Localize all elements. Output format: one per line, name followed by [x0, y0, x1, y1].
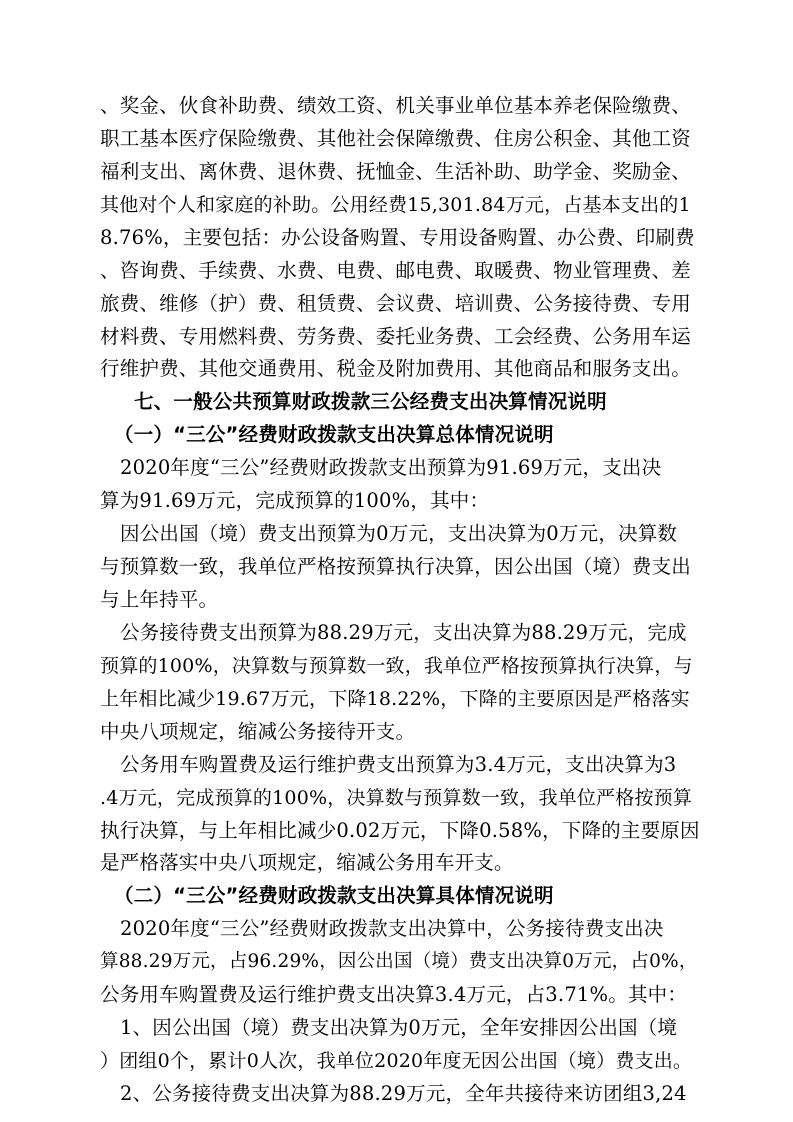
paragraph-start: 公务用车购置费及运行维护费支出预算为3.4万元，支出决算为3 [120, 752, 677, 776]
paragraph-start: 公务接待费支出预算为88.29万元，支出决算为88.29万元，完成 [120, 620, 687, 644]
text-line: 福利支出、离休费、退休费、抚恤金、生活补助、助学金、奖励金、 [100, 159, 692, 183]
subsection-heading: （一）“三公”经费财政拨款支出决算总体情况说明 [114, 423, 554, 447]
text-line: 8.76%，主要包括：办公设备购置、专用设备购置、办公费、印刷费 [100, 225, 695, 249]
text-line: 行维护费、其他交通费用、税金及附加费用、其他商品和服务支出。 [100, 357, 692, 381]
text-line: 算88.29万元，占96.29%，因公出国（境）费支出决算0万元，占0%， [100, 951, 698, 973]
text-line: .4万元，完成预算的100%，决算数与预算数一致，我单位严格按预算 [100, 786, 693, 809]
text-line: 材料费、专用燃料费、劳务费、委托业务费、工会经费、公务用车运 [100, 324, 692, 348]
text-line: 预算的100%，决算数与预算数一致，我单位严格按预算执行决算，与 [100, 654, 693, 677]
text-line: 公务用车购置费及运行维护费支出决算3.4万元，占3.71%。其中： [100, 983, 688, 1007]
text-line: 是严格落实中央八项规定，缩减公务用车开支。 [100, 851, 514, 875]
text-line: 算为91.69万元，完成预算的100%，其中： [100, 489, 490, 513]
text-line: 其他对个人和家庭的补助。公用经费15,301.84万元，占基本支出的1 [100, 193, 691, 216]
text-line: 上年相比减少19.67万元，下降18.22%，下降的主要原因是严格落实 [100, 687, 690, 710]
text-line: 旅费、维修（护）费、租赁费、会议费、培训费、公务接待费、专用 [100, 291, 692, 315]
text-line: 与上年持平。 [100, 588, 219, 611]
paragraph-start: 因公出国（境）费支出预算为0万元，支出决算为0万元，决算数 [120, 522, 678, 546]
section-heading: 七、一般公共预算财政拨款三公经费支出决算情况说明 [134, 390, 607, 414]
text-line: 与预算数一致，我单位严格按预算执行决算，因公出国（境）费支出 [100, 555, 692, 579]
text-line: ）团组0个，累计0人次，我单位2020年度无因公出国（境）费支出。 [100, 1050, 693, 1073]
paragraph-start: 2、公务接待费支出决算为88.29万元，全年共接待来访团组3,24 [120, 1082, 687, 1105]
paragraph-start: 2020年度“三公”经费财政拨款支出决算中，公务接待费支出决 [120, 917, 664, 941]
text-line: 、奖金、伙食补助费、绩效工资、机关事业单位基本养老保险缴费、 [100, 94, 692, 117]
text-line: 执行决算，与上年相比减少0.02万元，下降0.58%，下降的主要原因 [100, 818, 700, 842]
text-line: 中央八项规定，缩减公务接待开支。 [100, 719, 416, 743]
text-line: 、咨询费、手续费、水费、电费、邮电费、取暖费、物业管理费、差 [100, 258, 692, 282]
paragraph-start: 2020年度“三公”经费财政拨款支出预算为91.69万元，支出决 [120, 456, 662, 480]
paragraph-start: 1、因公出国（境）费支出决算为0万元，全年安排因公出国（境 [120, 1016, 678, 1040]
subsection-heading: （二）“三公”经费财政拨款支出决算具体情况说明 [114, 884, 554, 908]
text-line: 职工基本医疗保险缴费、其他社会保障缴费、住房公积金、其他工资 [100, 126, 692, 150]
